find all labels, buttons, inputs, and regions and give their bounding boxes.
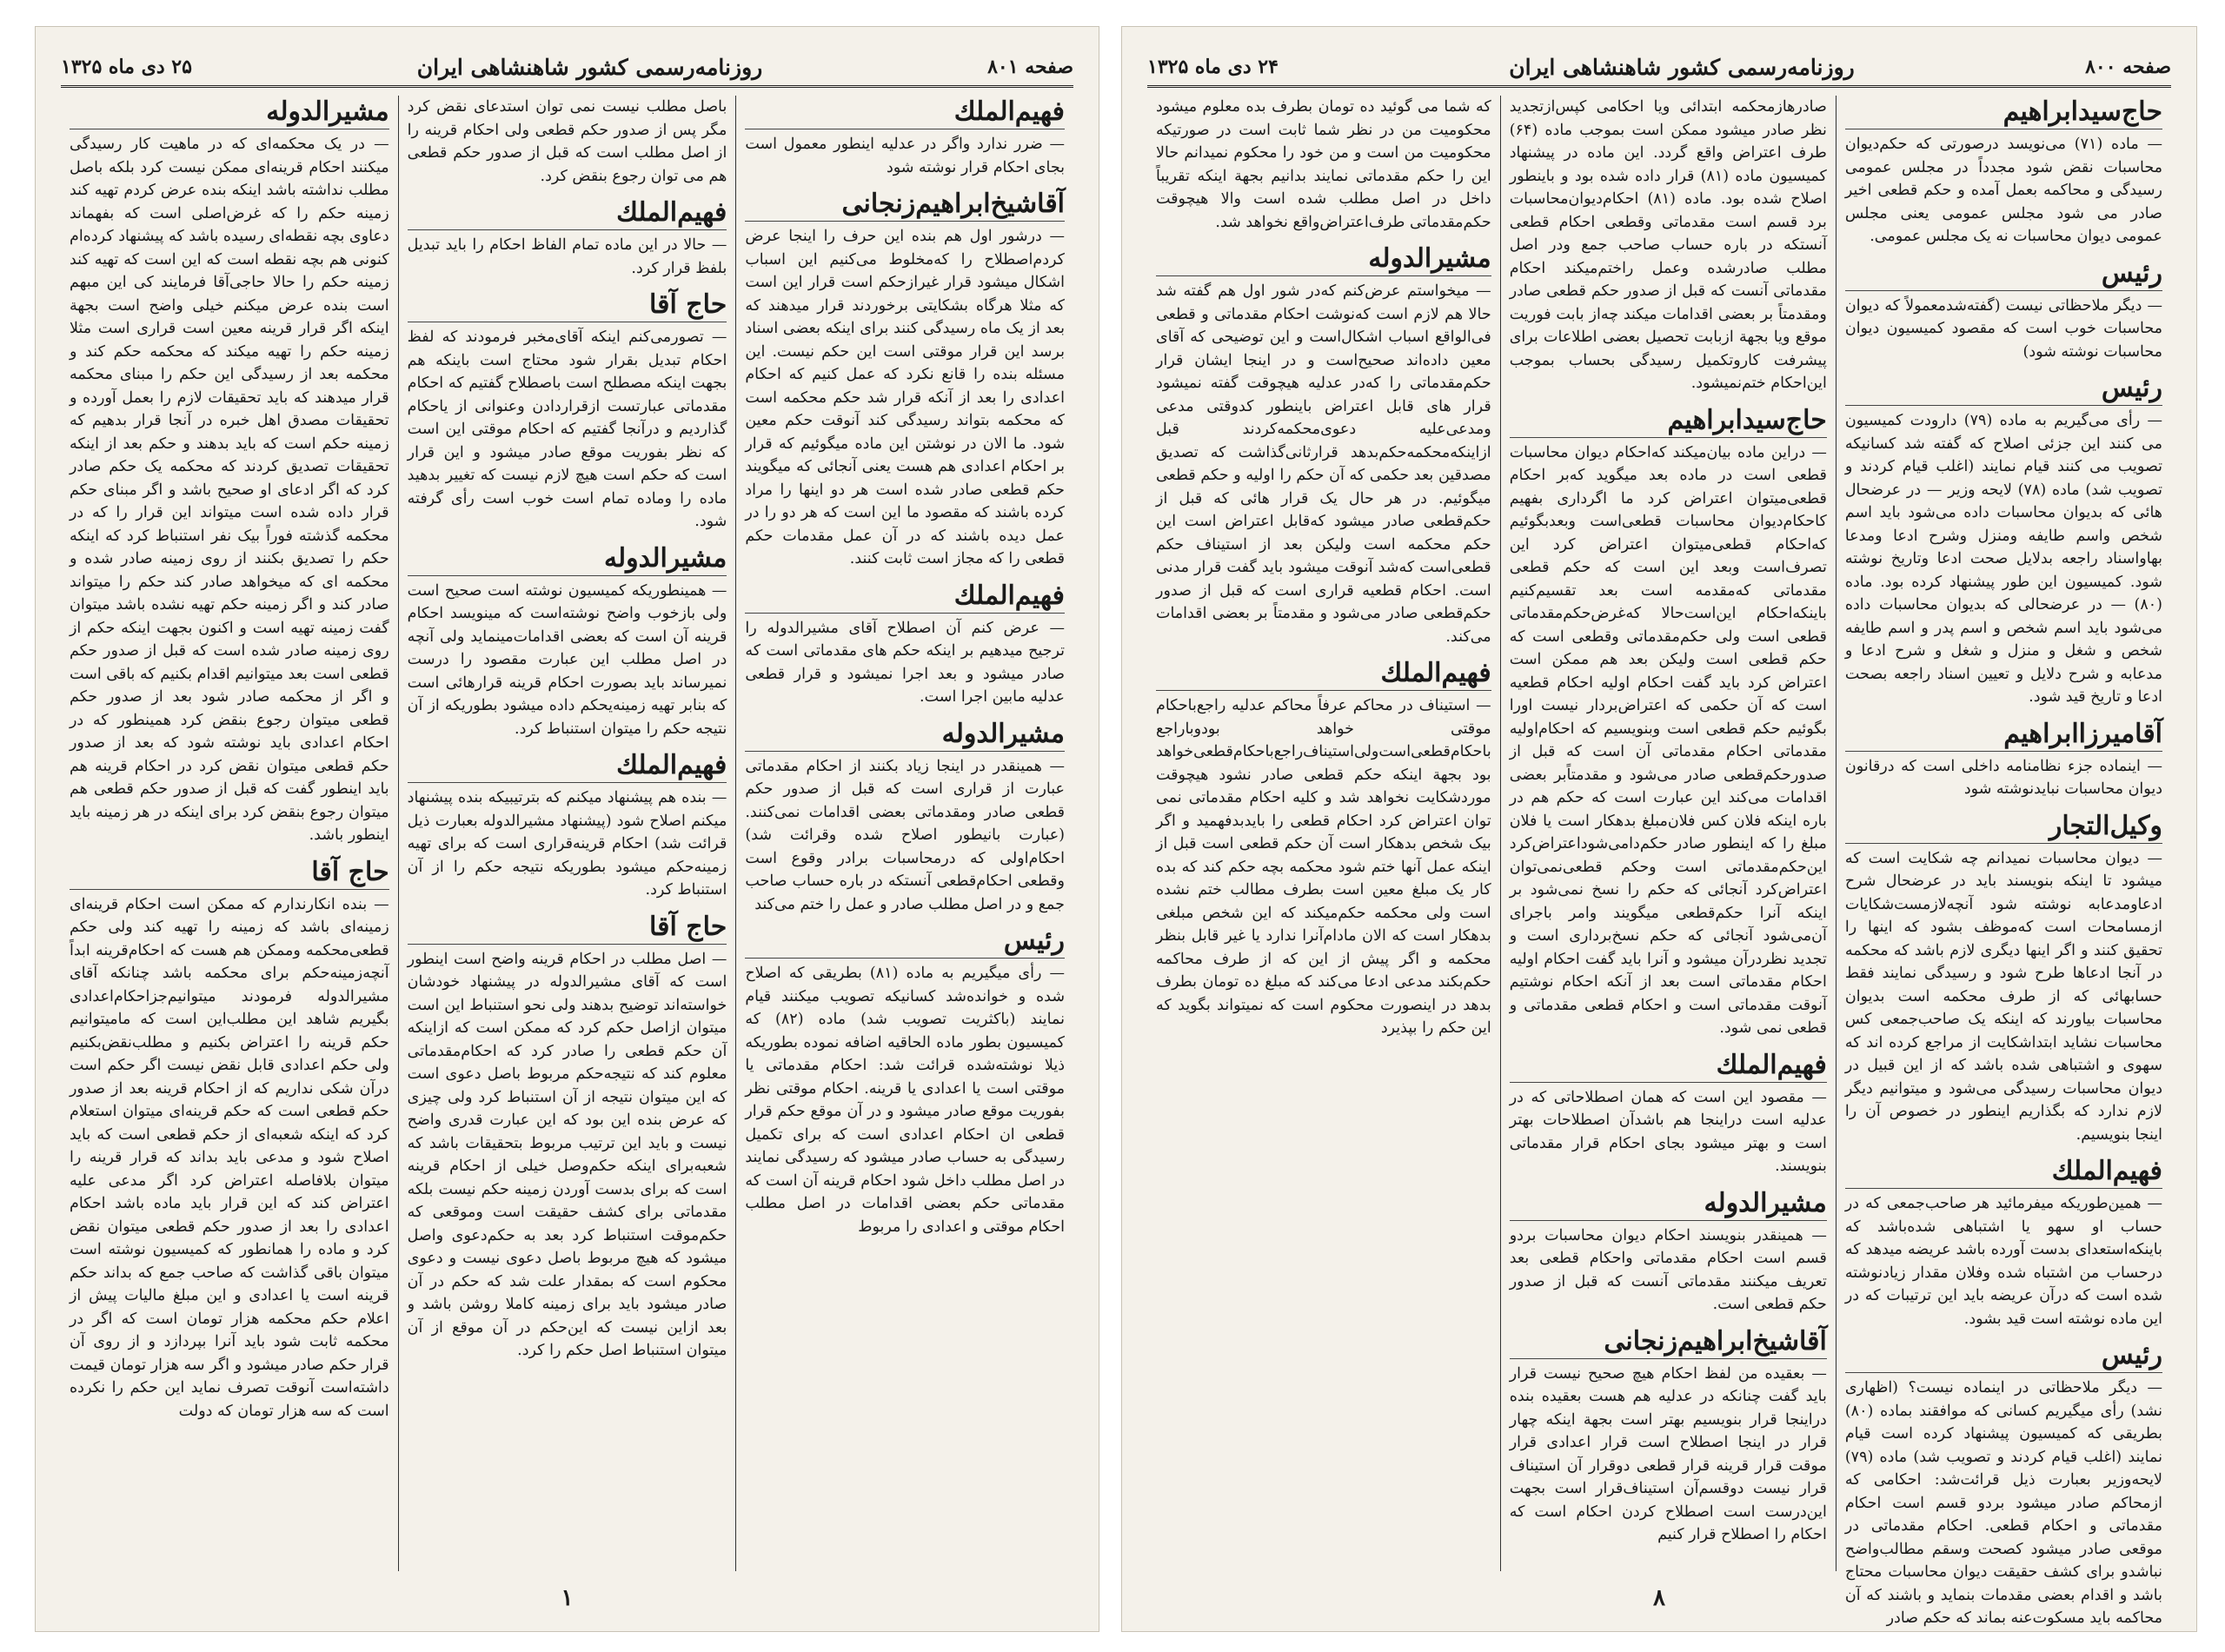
speech-text: — رأی می‌گیریم به ماده (۷۹) دارودت کمیسیون می کنند این جزئی اصلاح که گفته شد کسانیکه تصویب می کنند قیام نمایند (اغلب قیام کردند و تصویب شد) ماده (۷۸) لایحه وزیر — در عرضحال هائی که بدیوان محاسبات داده می‌شود باید اسم شخص واسم طایفه ومنزل وشرح ادعا ومدعا بهاواسناد راجعه بدلایل صحت ادعا وتاریخ نوشته شود. کمیسیون این طور پیشنهاد کرده بود. ماده (۸۰) — در عرضحالی که بدیوان محاسبات داده می‌شود باید اسم شخص و اسم پدر و اسم طایفه شخص و شغل و منزل و شغل و شرح ادعا و مدعابه و شرح دلایل و تعیین اسناد راجعه بصحت ادعا و تاریخ قید شود. xyxy=(1844,412,2162,706)
speech-text: — عرض کنم آن اصطلاح آقای مشیرالدوله را ترجیح میدهیم بر اینکه حکم ‌های مقدماتی است که صادر میشود و بعد اجرا نمیشود و قرار قطعی عدلیه مابین اجرا است. xyxy=(745,619,1065,706)
issue-date: ۲۵ دی ماه ۱۳۲۵ xyxy=(61,56,192,78)
speech-block xyxy=(745,188,1065,571)
speech-block xyxy=(70,856,389,1423)
newspaper-title: روزنامه‌رسمی کشور شاهنشاهی ایران xyxy=(1509,54,1855,80)
speech-block xyxy=(408,542,727,741)
speech-text: — همینقدر بنویسند احکام دیوان محاسبات بردو قسم است احکام مقدماتی واحکام قطعی بعد تعریف میکنند مقدماتی آنست که قبل از صدور حکم قطعی است. xyxy=(1509,1226,1827,1313)
speaker-name: فهیم‌الملك xyxy=(745,96,1065,129)
speech-text: — تصورمی‌کنم اینکه آقای‌مخبر فرمودند که لفظ احکام تبدیل بقرار شود محتاج است باینکه هم بجهت اینکه مصطلح است باصطلاح گفتیم که احکام مقدماتی عبارتست ازقراردادن وعنوانی از یاحکام گذاردیم و درآنجا گفتیم که احکام موقتی این است که نظر بفوریت موقع صادر میشود و این قرار است که حکم است هیچ لازم نیست که تغییر بدهید ماده را وماده تمام است خوب است رأی گرفته شود. xyxy=(407,328,727,530)
speech-text: صادرهازمحکمه ابتدائی ویا احکامی کپس‌ازتجدید نظر صادر میشود ممکن است بموجب ماده (۶۴) طرف اعتراض واقع گردد. این ماده در پیشنهاد کمیسیون ماده (۸۱) قرار داده شده بود و باینطور اصلاح شده بود. ماده (۸۱) احکام‌دیوان‌محاسبات برد قسم است مقدماتی وقطعی احکام قطعی آنستکه در باره حساب صاحب جمع ودر اصل مطلب صادرشده وعمل راختم‌میکند احکام مقدماتی آنست که قبل از صدور حکم قطعی صادر ومقدمتاً بر بعضی اقدامات میکند چه‌از بابت فوریت موقع ویا بجهة ازبابت تحصیل بعضی اطلاعات برای پیشرفت کاروتکمیل رسیدگی بحساب بموجب این‌احکام ختم‌نمیشود. xyxy=(1509,98,1827,392)
speech-block xyxy=(1510,1187,1827,1317)
speaker-name: وکیل‌التجار xyxy=(1845,810,2162,844)
issue-date: ۲۴ دی ماه ۱۳۲۵ xyxy=(1147,56,1279,78)
speaker-name: رئیس xyxy=(1845,1339,2162,1373)
speech-block xyxy=(1510,1325,1827,1547)
speaker-name: مشیرالدوله xyxy=(745,718,1065,752)
speech-text: — بنده انکارندارم که ممکن است احکام قرینه‌ای زمینه‌ای باشد که زمینه را تهیه کند ولی حکم قطعی‌محکمه وممکن هم هست که احکام‌قرینه ابداً آنچه‌زمینه‌حکم برای محکمه باشد چنانکه آقای مشیرالدوله فرمودند میتوانیم‌جزاحکام‌اعدادی بگیریم شاهد این مطلب‌این است که مامیتوانیم حکم قرینه را اعتراض بکنیم و مطلب‌نقض‌بکنیم ولی حکم اعدادی قابل نقض نیست اگر حکم است درآن شکی نداریم که از احکام قرینه بعد از صدور حکم قطعی است که حکم قرینه‌ای میتوان استعلام کرد که اینکه شعبه‌ای از حکم قطعی است که باید اصلاح شود و مدعی باید بداند که قرار قرینه را میتوان بلافاصله اعتراض کرد اگر مدعی علیه اعتراض کند که این قرار باید ماده باشد احکام اعدادی را بعد از صدور حکم قطعی میتوان نقض کرد و ماده را همانطور که کمیسیون نوشته است میتوان باقی گذاشت که صاحب جمع که بداند حکم قرینه است یا اعدادی و این مبلغ مالیات پیش از اعلام حکم محکمه هزار تومان است که اگر در محکمه ثابت شود باید آنرا بپردازد و از روی آن قرار حکم صادر میشود و اگر سه هزار تومان قیمت داشته‌است آنوقت تصرف نماید این حکم را نکرده است که سه هزار تومان که دولت xyxy=(69,895,389,1420)
speech-text: — اصل مطلب در احکام قرینه واضح است اینطور است که آقای مشیرالدوله در پیشنهاد خودشان خواسته‌اند توضیح بدهند ولی نحو استنباط این است میتوان ازاصل حکم کرد که ممکن است که ازاینکه آن حکم قطعی را صادر کرد که احکام‌مقدماتی معلوم کند که نتیجه‌حکم مربوط باصل دعوی است که این میتوان نتیجه از آن استنباط کرد ولی چیزی که عرض بنده این بود که این عبارت قدری واضح نیست و باید این ترتیب مربوط بتحقیقات باشد که شعبه‌برای اینکه حکم‌وصل خیلی از احکام قرینه است که برای بدست آوردن زمینه حکم نیست بلکه مقدماتی برای کشف حقیقت است وموقعی که حکم‌موقت استنباط کرد بعد به حکم‌دعوی واصل میشود که هیچ مربوط باصل دعوی نیست و دعوی محکوم است که بمقدار علت شد که حکم در آن صادر میشود باید برای زمینه کاملا روشن باشد و بعد ازاین نیست که این‌حکم در آن موقع از آن میتوان استنباط اصل حکم را کرد. xyxy=(407,950,727,1359)
text-column xyxy=(735,96,1073,1571)
speech-block xyxy=(408,196,727,280)
page-header xyxy=(1147,49,2171,88)
speaker-name: مشیرالدوله xyxy=(408,542,727,576)
speech-block xyxy=(1510,96,1827,395)
speech-text: — استیناف در محاکم عرفاً محاکم عدلیه راجع‌باحکام موقتی خواهد بود‌وباراجع باحکام‌قطعی‌است‌ولی‌استیناف‌راجع‌باحکام‌قطعی‌خواهد بود بجهة اینکه حکم قطعی صادر نشود هیچوقت موردشکایت نخواهد شد و کلیه احکام مقدماتی نمی توان اعتراض کرد احکام قطعی را باید‌بدفهمید و اگر بیک شخص بدهکار است آن حکم قطعی است قبل از اینکه عمل آنها ختم شود محکمه بچه حکم کند که بده کار یک مبلغ معین است بطرف مطالب ختم نشده است ولی محکمه حکم‌میکند که این شخص مبلغی بدهکار است که الان مادام‌آنرا ندارد یا غیر قابل بنظر محکمه و اگر پیش از این که از طرف محاکمه حکم‌بکند مدعی ادعا می‌کند که مبلغ ده تومان بطرف بدهد در اینصورت محکوم است که نمیتواند بگوید که این حکم را بپذیرد xyxy=(1155,697,1491,1037)
speech-block xyxy=(1845,96,2162,249)
speaker-name: رئیس xyxy=(1845,372,2162,406)
speech-text: — حالا در این ماده تمام الفاظ احکام را باید تبدیل بلفظ قرار کرد. xyxy=(407,236,727,277)
speech-block xyxy=(745,96,1065,179)
text-column xyxy=(398,96,736,1571)
speaker-name: فهیم‌الملك xyxy=(745,580,1065,614)
speech-block xyxy=(745,718,1065,917)
speech-text: — اینماده جزء نظامنامه داخلی است که درقانون دیوان محاسبات نبایدنوشته شود xyxy=(1844,757,2162,798)
speaker-name: حاج‌سیدابراهیم xyxy=(1845,96,2162,129)
speaker-name: فهیم‌الملك xyxy=(1510,1049,1827,1083)
speech-text: — دیگر ملاحظاتی در اینماده نیست؟ (اظهاری نشد) رأی میگیریم کسانی که موافقند بماده (۸۰) بطریقی که کمیسیون پیشنهاد کرده است قیام نمایند (اغلب قیام کردند و تصویب شد) ماده (۷۹) لایحه‌وزیر بعبارت ذیل قرائت‌شد: احکامی که ازمحاکم صادر میشود بردو قسم است احکام مقدماتی و احکام قطعی. احکام مقدماتی در موقعی صادر میشود کصحت وسقم مطالب‌واضح نباشدو برای کشف حقیقت دیوان محاسبات محتاج باشد و اقدام بعضی مقدمات بنماید و باشند که آن محاکمه باید مسکوت‌عنه بماند که حکم صادر xyxy=(1844,1379,2162,1627)
text-columns xyxy=(1147,96,2171,1627)
speech-text: — ضرر ندارد واگر در عدلیه اینطور معمول است بجای احکام قرار نوشته شود xyxy=(745,136,1065,176)
speaker-name: رئیس xyxy=(745,925,1065,959)
speech-text: — دیوان محاسبات نمیدانم چه شکایت است که میشود تا اینکه بنویسند باید در عرضحال شرح ادعاومدعابه نوشته شود آنچه‌لازمست‌شکایات ازمسامحات است که‌موظف بشود که اینها را تحقیق کنند و اگر اینها دیگری لازم باشد که محکمه در آنجا ادعاها طرح شود و رسیدگی نمایند فقط حسابهائی که از طرف محکمه است بدیوان محاسبات بیاورند که اینکه یک صاحب‌جمعی کس محاسبات نشاید ابتداشکایت از مراجع کرده اند که سهوی و اشتباهی شده باشد که از این قبیل در دیوان محاسبات رسیدگی می‌شود و میتوانیم دیگر لازم ندارد که بگذاریم اینطور در خصوص آن را اینجا بنویسیم. xyxy=(1844,849,2162,1144)
page-header xyxy=(61,49,1073,88)
speech-text: — در یک محکمه‌ای که در ماهیت کار رسیدگی میکنند احکام قرینه‌ای ممکن نیست کرد بلکه باصل مطلب نداشته باشد اینکه بنده عرض کردم تهیه کند زمینه حکم را که غرض‌اصلی است که بفهماند دعاوی بچه نقطه‌ای رسیده باشد که پیشنهاد کرده‌ام کنونی هم بچه نقطه است که این است که تهیه کند زمینه حکم را حالا حاجی‌آقا فرمایند کی این مبهم است بنده عرض میکنم خیلی واضح است بجهة اینکه اگر قرار قرینه معین است قراری است مثلا زمینه حکم را تهیه میکند که محکمه حکم کند و محکمه بعد از رسیدگی این حکم را مبنای محکمه قرار میدهند که باید تحقیقات لازم را بعمل آورده و تحقیقات مصدق اهل خبره در آنجا قرار بدهیم که زمینه حکم است که باید بدهند و حکم بعد از اینکه تحقیقات تصدیق کردند که محکمه یک حکم صادر کرد که اگر ادعای او صحیح باشد و اگر مبنای حکم قرار داده شده است میتواند این قرار را که در محکمه گذشته فوراً بیک نفر استنباط کرد که اینکه حکم را تصدیق بکنند از روی زمینه صادر شده و محکمه ای که میخواهد صادر کند حکم را میتواند صادر کند و اگر زمینه حکم تهیه نشده باشد میتوان گفت زمینه تهیه است و اکنون بجهت اینکه حکم از روی زمینه صادر شده است که قبل از صدور حکم قطعی است بعد میتوانیم اقدام بکنیم که باقی است و اگر از محکمه صادر شود بعد از صدور حکم قطعی میتوان رجوع بنقض کرد همینطور که در احکام اعدادی باید نوشته شود که بعد از صدور حکم قطعی میتوان نقض کرد در احکام قرینه هم باید اینطور گفت که قبل از صدور حکم قطعی هم میتوان رجوع بنقض کرد برای اینکه در هر زمینه باید اینطور باشد. xyxy=(69,136,389,844)
speech-text: — درشور اول هم بنده این حرف را اینجا عرض کردم‌اصطلاح را که‌مخلوط می‌کنیم این اسباب اشکال میشود قرار غیرازحکم است قرار این است که مثلا هرگاه بشکایتی برخوردند قرار میدهند که بعد از یک ماه رسیدگی کنند برای اینکه بعضی اسناد برسد این قرار موقتی است این حکم نیست. این مسئله بنده را قانع نکرد که عمل کنیم که احکام اعدادی را بعد از آنکه قرار شد حکم محکمه است که محکمه بتواند رسیدگی کند آنوقت حکم معین شود. ما الان در نوشتن این ماده میگوئیم که قرار بر احکام اعدادی هم هست یعنی آنجائی که میگویند حکم قطعی صادر شده است هر دو اینها را مراد کرده باشند که مقصود ما این است که هر دو را در عمل دیده باشند که در آن عمل مقدمات حکم قطعی را که مجاز است ثابت کنند. xyxy=(745,228,1065,567)
speaker-name: آقاشیخ‌ابراهیم‌زنجانی xyxy=(1510,1325,1827,1359)
speech-text: — میخواستم عرض‌کنم که‌در شور اول هم گفته شد حالا هم لازم است که‌نوشت احکام مقدماتی و قطعی فی‌الواقع اسباب اشکال‌است و این توضیحی که آقای معین داده‌اند صحیح‌است و در اینجا ایشان قرار حکم‌مقدماتی را که‌در عدلیه هیچوقت گفته نمیشود قرار های قابل اعتراض باینطور کدوقتی مدعی ومدعی‌علیه دعوی‌محکمه‌کردند قبل ازاینکه‌محکمه‌حکم‌بدهد قرار‌ثانی‌گذاشت‌ که‌ تصدیق مصدقین‌ بعد حکمی که آن حکم را اولیه و حکم قطعی میگوئیم. در هر حال یک قرار هائی که قبل از حکم‌قطعی صادر میشود که‌قابل اعتراض است این حکم محکمه است ولیکن بعد از استیناف حکم قطعی‌است که‌شد آنوقت میشود باید گفت قرار مدنی است. احکام قطعیه قراری است که قبل از صدور حکم‌قطعی صادر می‌شود و مقدمتاً بر بعضی اقدامات می‌کند. xyxy=(1156,282,1491,646)
text-column xyxy=(1836,96,2171,1627)
speaker-name: آقاشیخ‌ابراهیم‌زنجانی xyxy=(745,188,1065,222)
speech-text: باصل مطلب نیست نمی توان استدعای نقض کرد مگر پس از صدور حکم قطعی ولی احکام قرینه را از اصل مطلب است که قبل از صدور حکم قطعی هم می توان رجوع بنقض کرد. xyxy=(407,98,727,185)
speech-block xyxy=(408,911,727,1363)
page-number: صفحه ۸۰۰ xyxy=(2085,56,2171,78)
speech-block xyxy=(1845,257,2162,364)
text-column xyxy=(1500,96,1836,1571)
speaker-name: حاج‌سیدابراهیم xyxy=(1510,404,1827,438)
speech-block xyxy=(1845,810,2162,1147)
speech-block xyxy=(1510,404,1827,1040)
speech-block xyxy=(1510,1049,1827,1178)
speech-block xyxy=(745,580,1065,709)
speech-text: که شما می گوئید ده تومان بطرف بده معلوم میشود محکومیت من در نظر شما ثابت است در صورتیکه محکومیت من است و من خود را محکوم نمیدانم حالا این را حکم مقدماتی نمایند بدانیم بجهة اینکه تقریباً داخل در اصل مطلب شده است والا هیچوقت حکم‌مقدماتی طرف‌اعتراض‌واقع نخواهد شد. xyxy=(1156,98,1491,231)
speech-block xyxy=(70,96,389,847)
speech-text: — بنده هم پیشنهاد میکنم که بترتیبیکه بنده پیشنهاد میکنم اصلاح شود (پیشنهاد مشیرالدوله بعبارت ذیل قرائت شد) احکام قرینه‌قراری است که برای تهیه زمینه‌حکم میشود بطوریکه نتیجه حکم را از آن استنباط کرد. xyxy=(407,789,727,899)
text-columns xyxy=(61,96,1073,1571)
speech-text: — مقصود این است که همان اصطلاحاتی که در عدلیه است دراینجا هم باشدآن اصطلاحات بهتر است و بهتر میشود بجای احکام قرار مقدماتی بنویسند. xyxy=(1509,1088,1827,1175)
speech-text: — بعقیده من لفظ احکام هیچ صحیح نیست قرار باید گفت چنانکه در عدلیه هم هست بعقیده بنده دراینجا قرار بنویسیم بهتر است بجهة اینکه چهار قرار در اینجا اصطلاح است قرار اعدادی قرار موقت قرار قرینه قرار قطعی دوقرار آن استیناف قرار نیست دوقسم‌آن استیناف‌قرار است بجهت این‌درست است اصطلاح کردن احکام است که احکام را اصطلاح قرار کنیم xyxy=(1509,1364,1827,1543)
speaker-name: رئیس xyxy=(1845,257,2162,291)
speaker-name: مشیرالدوله xyxy=(1510,1187,1827,1221)
speech-block xyxy=(1156,242,1491,648)
speaker-name: حاج آقا xyxy=(408,911,727,945)
text-column xyxy=(1147,96,1500,1571)
speech-text: — دراین ماده بیان‌میکند که‌احکام دیوان محاسبات قطعی است در ماده بعد میگوید که‌بر احکام قطعی‌میتوان اعتراض کرد ما اگرداری بفهیم کاحکام‌دیوان محاسبات قطعی‌است وبعدبگوئیم که‌احکام قطعی‌میتوان اعتراض کرد این تصرف‌است وبعد این است که حکم قطعی مقدماتی که‌مقدمه است بعد تقسیم‌کنیم باینکه‌احکام این‌است‌حالا که‌غرض‌حکم‌مقدماتی قطعی است ولی حکم‌مقدماتی وقطعی است که حکم قطعی است ولیکن بعد هم ممکن است اعتراض کرد باید گفت احکام اولیه احکام قطعیه است که آن حکمی که اعتراض‌بردار نیست اورا بگوئیم حکم قطعی است وبنویسیم که احکام‌اولیه مقدماتی احکام مقدماتی آن است که قبل از صدور‌حکم‌قطعی صادر می‌شود و مقدمتاً‌بر بعضی اقدامات می‌کند این عبارت است که حکم هم در باره اینکه فلان کس فلان‌مبلغ بدهکار است یا فلان مبلغ را که اینطور صادر حکم‌دامی‌شوداعتراض‌کرد این‌حکم‌مقدماتی است وحکم قطعی‌نمی‌توان اعتراض‌کرد آنجائی که حکم را نسخ نمی‌شود بر اینکه آنرا حکم‌قطعی میگویند وامر باجرای آن‌می‌شود آنجائی که حکم نسخ‌برداری است و تجدید نظردرآن میشود و آنرا باید گفت احکام اولیه احکام مقدماتی است بعد از آنکه احکام نوشتیم آنوقت مقدماتی است و احکام قطعی مقدماتی و قطعی نمی شود. xyxy=(1509,443,1827,1037)
speech-block xyxy=(1845,1155,2162,1330)
speaker-name: فهیم‌الملك xyxy=(1156,657,1491,691)
speech-text: — ماده (۷۱) می‌نویسد درصورتی که حکم‌دیوان محاسبات نقض شود مجدداً در مجلس عمومی رسیدگی و محاکمه بعمل آمده و حکم قطعی اخیر صادر می شود مجلس عمومی یعنی مجلس عمومی دیوان محاسبات نه یک مجلس عمومی. xyxy=(1844,136,2163,245)
speech-block xyxy=(1845,718,2162,801)
speech-block xyxy=(1156,96,1491,234)
speech-text: — رأی میگیریم به ماده (۸۱) بطریقی که اصلاح شده و خوانده‌شد کسانیکه تصویب میکنند قیام نمایند (باکثریت تصویب شد) ماده (۸۲) که کمیسیون بطور ماده الحاقیه اضافه نموده بطوریکه ذیلا نوشته‌شده قرائت شد: احکام مقدماتی یا موقتی است یا اعدادی یا قرینه. احکام موقتی نظر بفوریت موقع صادر میشود و در آن موقع حکم قرار قطعی ان احکام اعدادی است که برای تکمیل رسیدگی به حساب صادر میشود که رسیدگی نمایند در اصل مطلب داخل شود احکام قرینه آن است که مقدماتی حکم بعضی اقدامات در اصل مطلب احکام موقتی و اعدادی را مربوط xyxy=(745,965,1065,1236)
speech-block xyxy=(745,925,1065,1238)
speech-text: — دیگر ملاحظاتی نیست (گفته‌شدمعمولاً که دیوان محاسبات خوب است که مقصود کمیسیون دیوان محاسبات نوشته شود) xyxy=(1844,296,2162,361)
speech-block xyxy=(1156,657,1491,1040)
speech-block xyxy=(408,96,727,188)
speaker-name: حاج آقا xyxy=(70,856,389,890)
newspaper-page-left xyxy=(35,26,1099,1632)
speech-block xyxy=(408,289,727,534)
speech-block xyxy=(1845,372,2162,709)
page-number: صفحه ۸۰۱ xyxy=(987,56,1073,78)
speaker-name: مشیرالدوله xyxy=(1156,242,1491,276)
newspaper-page-right xyxy=(1121,26,2197,1632)
speaker-name: حاج آقا xyxy=(408,289,727,322)
speech-text: — همینقدر در اینجا زیاد بکنند از احکام مقدماتی عبارت از قراری است که قبل از صدور حکم قطعی صادر ومقدماتی بعضی اقدامات نمی‌کنند. (عبارت بانیطور اصلاح شده وقرائت شد) احکام‌اولی که درمحاسبات برادر وقوع است وقطعی احکام‌قطعی آنستکه در باره حساب صاحب جمع و ‌در اصل مطلب صادر و عمل را ختم می‌کند xyxy=(745,757,1065,913)
speech-text: — همینطوریکه کمیسیون نوشته است صحیح است ولی بازخوب واضح نوشته‌است که مینویسد احکام قرینه آن است که بعضی اقدامات‌مینماید ولی آنچه در اصل مطلب این عبارت مقصود را درست نمیرساند باید بصورت احکام قرینه قرارهائی است که بنابر تهیه زمینه‌یحکم داده میشود بطوریکه از آن نتیجه حکم را میتوان استنباط کرد. xyxy=(407,581,727,738)
text-column xyxy=(61,96,398,1571)
speaker-name: فهیم‌الملك xyxy=(408,749,727,783)
page-footer-number: ۸ xyxy=(1653,1585,1665,1611)
speech-block xyxy=(408,749,727,902)
speaker-name: فهیم‌الملك xyxy=(408,196,727,230)
page-footer-number: ۱ xyxy=(561,1585,574,1611)
speaker-name: فهیم‌الملك xyxy=(1845,1155,2162,1189)
newspaper-title: روزنامه‌رسمی کشور شاهنشاهی ایران xyxy=(416,54,763,80)
speaker-name: مشیرالدوله xyxy=(70,96,389,129)
speech-text: — همین‌طوریکه میفرمائید هر صاحب‌جمعی که در حساب او سهو یا اشتباهی شده‌باشد که باینکه‌استعدای بدست آورده باشد عریضه میدهد که درحساب من اشتباه شده وفلان مقدار زیادنوشته شده است که درآن عریضه باید این ترتیبات که در این ماده نوشته است قید بشود. xyxy=(1844,1195,2162,1328)
speaker-name: آقامیرزاابراهیم xyxy=(1845,718,2162,752)
